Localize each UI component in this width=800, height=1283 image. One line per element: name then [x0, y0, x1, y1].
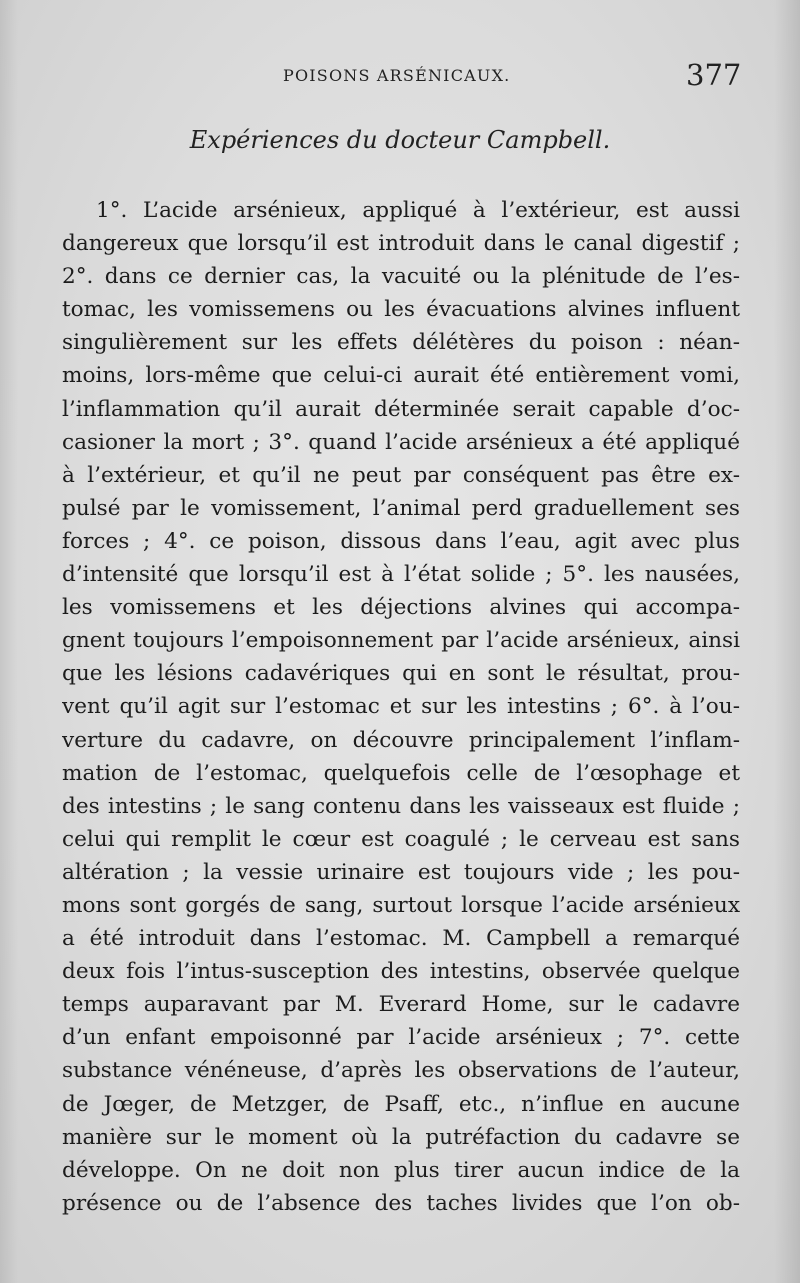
- text-line: singulièrement sur les effets délétères du poison : néan-: [62, 330, 740, 356]
- text-line: forces ; 4°. ce poison, dissous dans l’eau, agit avec plus: [62, 528, 740, 554]
- text-line: verture du cadavre, on découvre principalement l’inflam-: [62, 727, 740, 753]
- text-line: dangereux que lorsqu’il est introduit dans le canal digestif ;: [62, 231, 740, 257]
- text-line: d’intensité que lorsqu’il est à l’état solide ; 5°. les nausées,: [62, 562, 740, 588]
- text-line: mation de l’estomac, quelquefois celle de l’œsophage et: [62, 760, 740, 786]
- text-line: l’inflammation qu’il aurait déterminée serait capable d’oc-: [62, 396, 740, 422]
- text-line: temps auparavant par M. Everard Home, sur le cadavre: [62, 992, 740, 1018]
- text-line: gnent toujours l’empoisonnement par l’acide arsénieux, ainsi: [62, 628, 740, 654]
- text-line: substance vénéneuse, d’après les observations de l’auteur,: [62, 1058, 740, 1084]
- text-line: a été introduit dans l’estomac. M. Campbell a remarqué: [62, 926, 740, 952]
- body-text: [62, 194, 740, 1220]
- text-line: de Jœger, de Metzger, de Psaff, etc., n’influe en aucune: [62, 1091, 740, 1117]
- text-line: 2°. dans ce dernier cas, la vacuité ou la plénitude de l’es-: [62, 264, 740, 290]
- text-line: tomac, les vomissemens ou les évacuations alvines influent: [62, 297, 740, 323]
- text-line: deux fois l’intus-susception des intestins, observée quelque: [62, 959, 740, 985]
- text-line: que les lésions cadavériques qui en sont le résultat, prou-: [62, 661, 740, 687]
- text-line: altération ; la vessie urinaire est toujours vide ; les pou-: [62, 859, 740, 885]
- text-line: moins, lors-même que celui-ci aurait été entièrement vomi,: [62, 363, 740, 389]
- text-line: les vomissemens et les déjections alvines qui accompa-: [62, 595, 740, 621]
- text-line: vent qu’il agit sur l’estomac et sur les intestins ; 6°. à l’ou-: [62, 694, 740, 720]
- text-line: celui qui remplit le cœur est coagulé ; le cerveau est sans: [62, 826, 740, 852]
- section-title: Expériences du docteur Campbell.: [189, 126, 611, 154]
- text-line: d’un enfant empoisonné par l’acide arsénieux ; 7°. cette: [62, 1025, 740, 1051]
- text-line: pulsé par le vomissement, l’animal perd graduellement ses: [62, 495, 740, 521]
- running-head: POISONS ARSÉNICAUX.: [283, 66, 511, 85]
- text-line: manière sur le moment où la putréfaction du cadavre se: [62, 1124, 740, 1150]
- page-gutter-shadow: [0, 0, 18, 1283]
- text-line: développe. On ne doit non plus tirer aucun indice de la: [62, 1157, 740, 1183]
- text-line: à l’extérieur, et qu’il ne peut par conséquent pas être ex-: [62, 462, 740, 488]
- page-edge-shadow: [774, 0, 800, 1283]
- text-line: 1°. L’acide arsénieux, appliqué à l’extérieur, est aussi: [96, 198, 740, 223]
- text-line: casioner la mort ; 3°. quand l’acide arsénieux a été appliqué: [62, 429, 740, 455]
- text-line: présence ou de l’absence des taches livides que l’on ob-: [62, 1190, 740, 1216]
- text-line: des intestins ; le sang contenu dans les vaisseaux est fluide ;: [62, 793, 740, 819]
- page-number: 377: [686, 58, 742, 92]
- text-line: mons sont gorgés de sang, surtout lorsque l’acide arsénieux: [62, 892, 740, 918]
